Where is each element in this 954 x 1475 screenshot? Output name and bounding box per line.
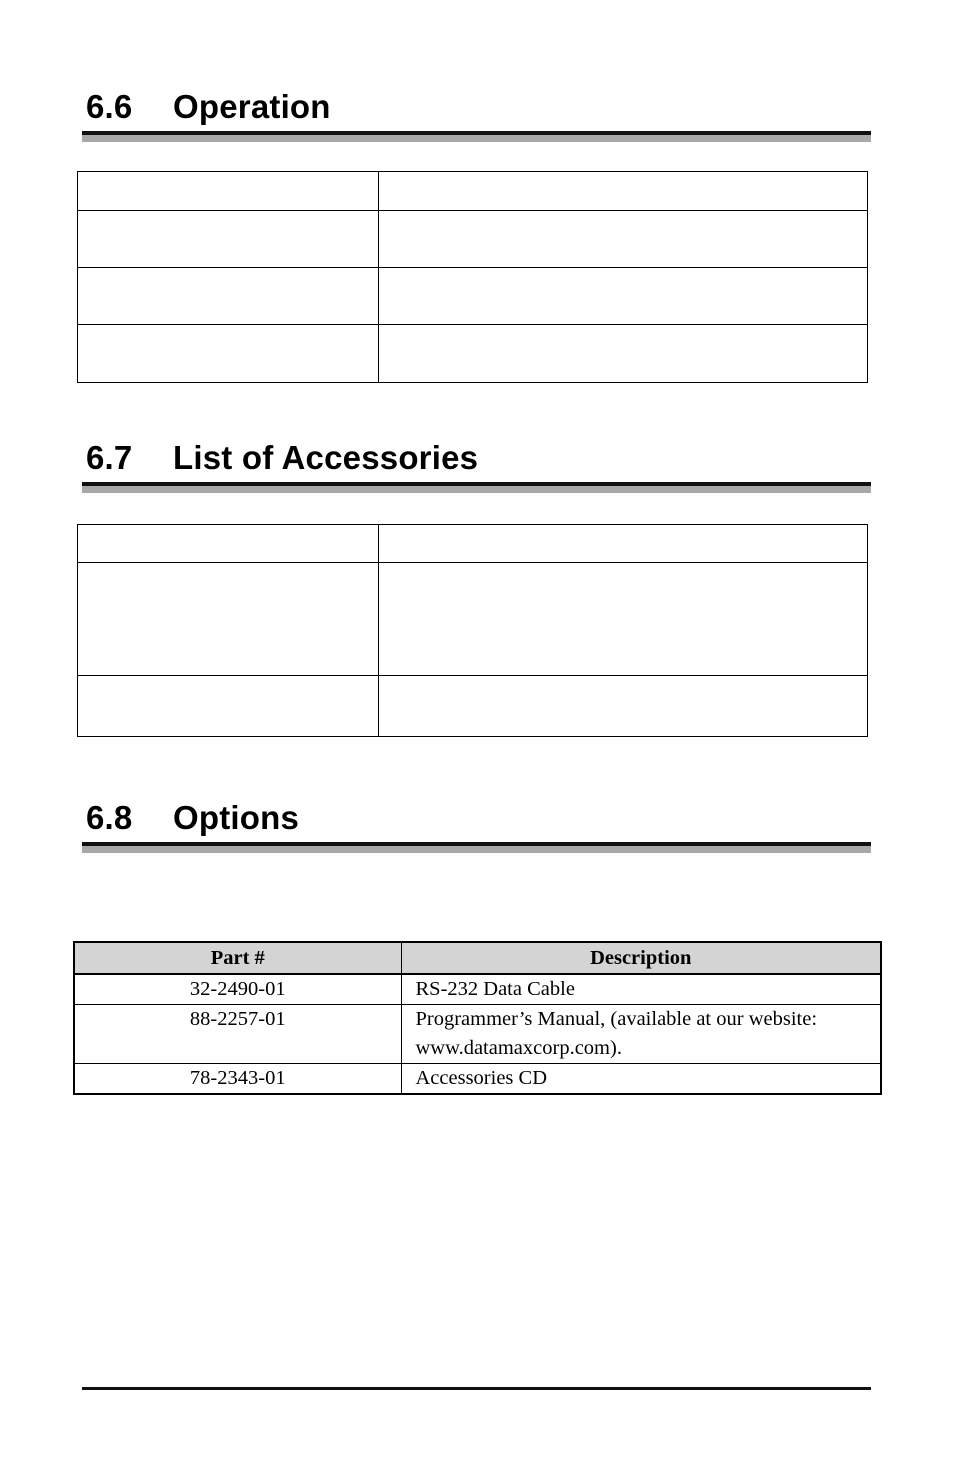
table-cell	[379, 525, 868, 563]
table-cell	[78, 268, 379, 325]
section-title-text: Operation	[173, 88, 331, 125]
section-heading-operation	[86, 88, 331, 126]
part-number-cell: 78-2343-01	[74, 1064, 401, 1095]
part-number-cell: 88-2257-01	[74, 1005, 401, 1064]
table-row	[78, 268, 868, 325]
description-header: Description	[401, 942, 881, 974]
section-title-text: Options	[173, 799, 300, 836]
section-number: 6.7	[86, 439, 133, 476]
part-number-header: Part #	[74, 942, 401, 974]
table-row	[78, 676, 868, 737]
description-cell: Accessories CD	[401, 1064, 881, 1095]
section-number: 6.8	[86, 799, 133, 836]
table-cell	[379, 676, 868, 737]
section-rule	[82, 482, 871, 493]
table-row	[78, 325, 868, 383]
section-rule	[82, 842, 871, 853]
table-row	[78, 172, 868, 211]
section-heading-accessories	[86, 439, 478, 477]
table-row	[74, 974, 881, 1005]
part-number-cell: 32-2490-01	[74, 974, 401, 1005]
footer-rule	[82, 1387, 871, 1390]
table-row	[74, 1064, 881, 1095]
table-cell	[379, 563, 868, 676]
table-row	[74, 1005, 881, 1064]
table-row	[78, 211, 868, 268]
table-cell	[78, 172, 379, 211]
table-cell	[78, 525, 379, 563]
accessories-table	[77, 524, 868, 737]
table-cell	[78, 211, 379, 268]
table-cell	[78, 325, 379, 383]
section-heading-options	[86, 799, 299, 837]
table-cell	[379, 325, 868, 383]
description-cell: Programmer’s Manual, (available at our website: www.datamaxcorp.com).	[401, 1005, 881, 1064]
table-row	[78, 563, 868, 676]
options-table	[73, 941, 882, 1095]
table-row	[78, 525, 868, 563]
operation-table	[77, 171, 868, 383]
description-cell: RS-232 Data Cable	[401, 974, 881, 1005]
table-cell	[78, 676, 379, 737]
table-header-row	[74, 942, 881, 974]
table-cell	[379, 172, 868, 211]
section-rule	[82, 131, 871, 142]
section-title-text: List of Accessories	[173, 439, 479, 476]
section-number: 6.6	[86, 88, 133, 125]
table-cell	[78, 563, 379, 676]
table-cell	[379, 211, 868, 268]
table-cell	[379, 268, 868, 325]
